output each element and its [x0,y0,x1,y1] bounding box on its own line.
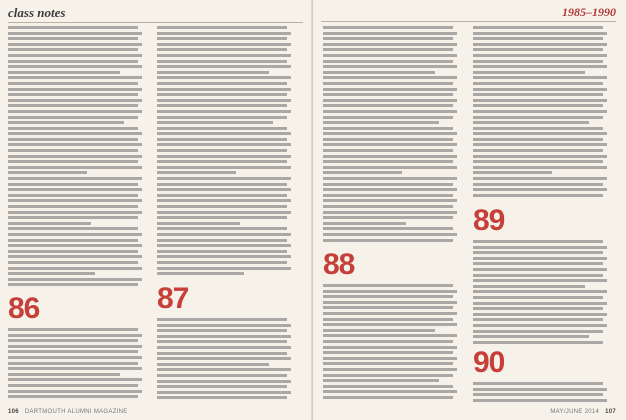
text-line [8,88,142,91]
text-line [473,88,607,91]
text-line [157,82,287,85]
text-line [8,143,142,146]
text-line [473,302,607,305]
text-line [473,65,607,68]
text-line [8,127,138,130]
text-line [323,222,406,225]
text-line [8,177,142,180]
text-line [473,32,607,35]
text-line [473,324,607,327]
text-line [323,26,453,29]
text-line [323,306,453,309]
text-line [473,296,603,299]
text-line [473,257,607,260]
section-label: class notes [8,5,66,20]
text-line [323,76,457,79]
text-line [157,396,287,399]
text-line [157,211,291,214]
text-line [323,160,453,163]
magazine-name: DARTMOUTH ALUMNI MAGAZINE [24,409,128,415]
text-block [157,318,295,402]
text-line [473,318,603,321]
text-line [473,110,607,113]
text-line [8,227,138,230]
text-line [323,32,457,35]
text-line [323,340,453,343]
text-block [323,26,461,244]
left-page-column-2 [157,26,295,406]
text-line [473,240,603,243]
text-line [157,216,287,219]
text-line [157,335,291,338]
text-line [323,346,457,349]
text-line [8,244,142,247]
text-line [157,199,291,202]
text-line [473,274,603,277]
text-line [157,188,291,191]
text-line [8,272,95,275]
text-line [323,82,453,85]
text-line [8,194,138,197]
text-line [8,104,138,107]
text-line [157,132,291,135]
text-line [157,166,291,169]
text-line [157,227,287,230]
text-line [8,71,120,74]
text-line [473,116,603,119]
text-line [157,171,236,174]
text-line [473,313,607,316]
text-line [8,283,138,286]
text-block [473,240,611,346]
text-line [157,143,291,146]
text-line [473,285,585,288]
text-line [473,307,603,310]
text-line [323,93,453,96]
right-page [313,0,626,420]
class-year-heading: 90 [473,346,505,379]
class-year-heading: 87 [157,282,189,315]
text-line [157,368,291,371]
text-line [323,183,453,186]
text-line [157,250,287,253]
text-line [157,222,240,225]
text-line [323,48,453,51]
text-line [157,261,287,264]
text-line [157,43,291,46]
text-line [323,390,457,393]
text-line [323,99,457,102]
text-line [473,121,589,124]
text-line [323,329,435,332]
text-line [323,177,457,180]
text-line [473,194,603,197]
text-line [8,367,142,370]
text-line [323,60,453,63]
text-line [473,54,607,57]
text-line [157,244,291,247]
text-line [8,250,138,253]
text-line [8,132,142,135]
text-line [323,318,453,321]
text-line [323,54,457,57]
text-line [8,188,142,191]
text-line [473,99,607,102]
text-line [157,99,291,102]
text-line [473,93,603,96]
text-line [8,54,142,57]
text-line [473,71,585,74]
text-line [323,323,457,326]
text-line [323,295,453,298]
text-line [323,116,453,119]
text-line [323,233,457,236]
text-line [323,132,457,135]
text-line [8,211,142,214]
text-line [8,255,142,258]
text-line [323,385,453,388]
text-line [157,357,291,360]
text-line [473,251,603,254]
text-line [323,216,453,219]
text-line [157,233,291,236]
text-line [157,127,287,130]
text-line [157,60,287,63]
text-line [8,267,142,270]
text-line [473,290,607,293]
text-line [8,121,124,124]
text-line [8,345,142,348]
text-line [157,71,269,74]
text-line [8,166,142,169]
text-line [8,373,120,376]
text-line [8,60,138,63]
text-line [323,194,453,197]
text-block [323,284,461,401]
text-line [157,88,291,91]
text-line [157,363,269,366]
header-rule [8,22,303,23]
text-line [8,26,138,29]
text-line [323,138,453,141]
text-line [157,149,287,152]
text-line [157,155,291,158]
text-line [157,352,287,355]
text-line [323,396,453,399]
text-line [323,334,457,337]
text-line [473,138,603,141]
text-line [157,54,291,57]
text-line [473,155,607,158]
section-header [8,5,65,21]
text-line [323,368,457,371]
text-line [8,65,142,68]
text-line [8,362,138,365]
text-line [8,378,142,381]
text-line [157,76,291,79]
text-line [157,93,287,96]
text-line [323,301,457,304]
text-line [157,267,291,270]
text-line [323,239,453,242]
text-line [473,76,607,79]
text-line [473,43,607,46]
text-line [473,188,607,191]
text-line [8,110,142,113]
text-line [323,379,439,382]
text-line [8,99,142,102]
text-line [157,346,291,349]
text-line [323,166,457,169]
text-line [157,239,287,242]
text-line [323,211,457,214]
text-line [157,32,291,35]
text-line [473,177,607,180]
text-line [157,160,287,163]
text-line [8,32,142,35]
text-line [8,328,138,331]
text-line [323,43,457,46]
text-line [473,104,603,107]
text-line [8,48,138,51]
text-line [8,239,138,242]
text-line [8,350,138,353]
text-line [8,222,91,225]
text-block [157,26,295,278]
text-line [323,290,457,293]
text-line [473,335,589,338]
text-line [323,351,453,354]
text-block [473,26,611,199]
left-page-column-1 [8,26,146,406]
text-line [157,37,287,40]
text-line [8,76,142,79]
text-line [473,48,603,51]
text-line [473,127,603,130]
text-line [157,183,287,186]
text-line [157,177,291,180]
text-line [473,183,603,186]
text-line [8,384,138,387]
text-line [323,155,457,158]
text-line [8,155,142,158]
text-line [157,48,287,51]
text-line [8,278,142,281]
text-line [157,194,287,197]
text-line [473,149,603,152]
text-line [473,160,603,163]
text-line [8,93,138,96]
text-line [473,382,603,385]
text-line [323,121,439,124]
text-line [157,329,287,332]
text-line [323,312,457,315]
right-page-column-2 [473,26,611,406]
text-line [8,138,138,141]
text-line [157,380,291,383]
text-line [157,121,273,124]
class-year-heading: 86 [8,292,40,325]
text-line [8,216,138,219]
text-line [323,88,457,91]
page-number: 107 [605,409,616,415]
text-line [8,160,138,163]
text-line [8,261,138,264]
text-line [323,171,402,174]
text-line [323,143,457,146]
text-line [8,149,138,152]
page-number: 106 [8,409,19,415]
text-line [8,183,138,186]
text-line [473,279,607,282]
text-line [473,26,603,29]
text-line [157,104,287,107]
text-line [473,268,607,271]
text-line [8,356,142,359]
text-block [8,26,146,289]
text-line [323,357,457,360]
text-line [157,205,287,208]
text-line [157,318,287,321]
text-line [323,149,453,152]
text-line [473,388,607,391]
text-line [473,82,603,85]
text-line [473,166,607,169]
text-block [473,382,611,404]
text-line [323,362,453,365]
text-line [323,110,457,113]
text-line [8,43,142,46]
text-line [8,205,138,208]
text-line [157,340,287,343]
class-year-heading: 89 [473,204,505,237]
text-line [157,65,291,68]
text-line [473,171,552,174]
right-footer [550,409,616,415]
text-line [323,199,457,202]
text-line [473,341,603,344]
text-line [8,82,138,85]
text-block [8,328,146,401]
text-line [473,393,603,396]
text-line [8,199,142,202]
issue-date: MAY/JUNE 2014 [550,409,600,415]
header-rule [321,21,616,22]
left-footer [8,409,128,415]
text-line [473,330,603,333]
text-line [157,272,244,275]
text-line [8,171,87,174]
text-line [157,26,287,29]
text-line [473,399,607,402]
text-line [157,385,287,388]
text-line [157,116,287,119]
text-line [157,391,291,394]
class-year-heading: 88 [323,248,355,281]
text-line [157,138,287,141]
years-header: 1985–1990 [562,5,616,19]
text-line [8,390,142,393]
text-line [323,37,453,40]
text-line [473,60,603,63]
text-line [473,37,603,40]
text-line [8,116,138,119]
text-line [323,205,453,208]
text-line [323,71,435,74]
text-line [157,110,291,113]
text-line [8,395,138,398]
text-line [323,65,457,68]
text-line [323,104,453,107]
text-line [473,262,603,265]
text-line [473,132,607,135]
text-line [8,339,138,342]
text-line [323,188,457,191]
text-line [8,233,142,236]
text-line [8,334,142,337]
text-line [473,143,607,146]
right-page-column-1 [323,26,461,406]
text-line [323,227,453,230]
text-line [323,284,453,287]
text-line [157,374,287,377]
text-line [473,246,607,249]
text-line [323,127,453,130]
text-line [323,374,453,377]
text-line [157,255,291,258]
text-line [8,37,138,40]
text-line [157,324,291,327]
